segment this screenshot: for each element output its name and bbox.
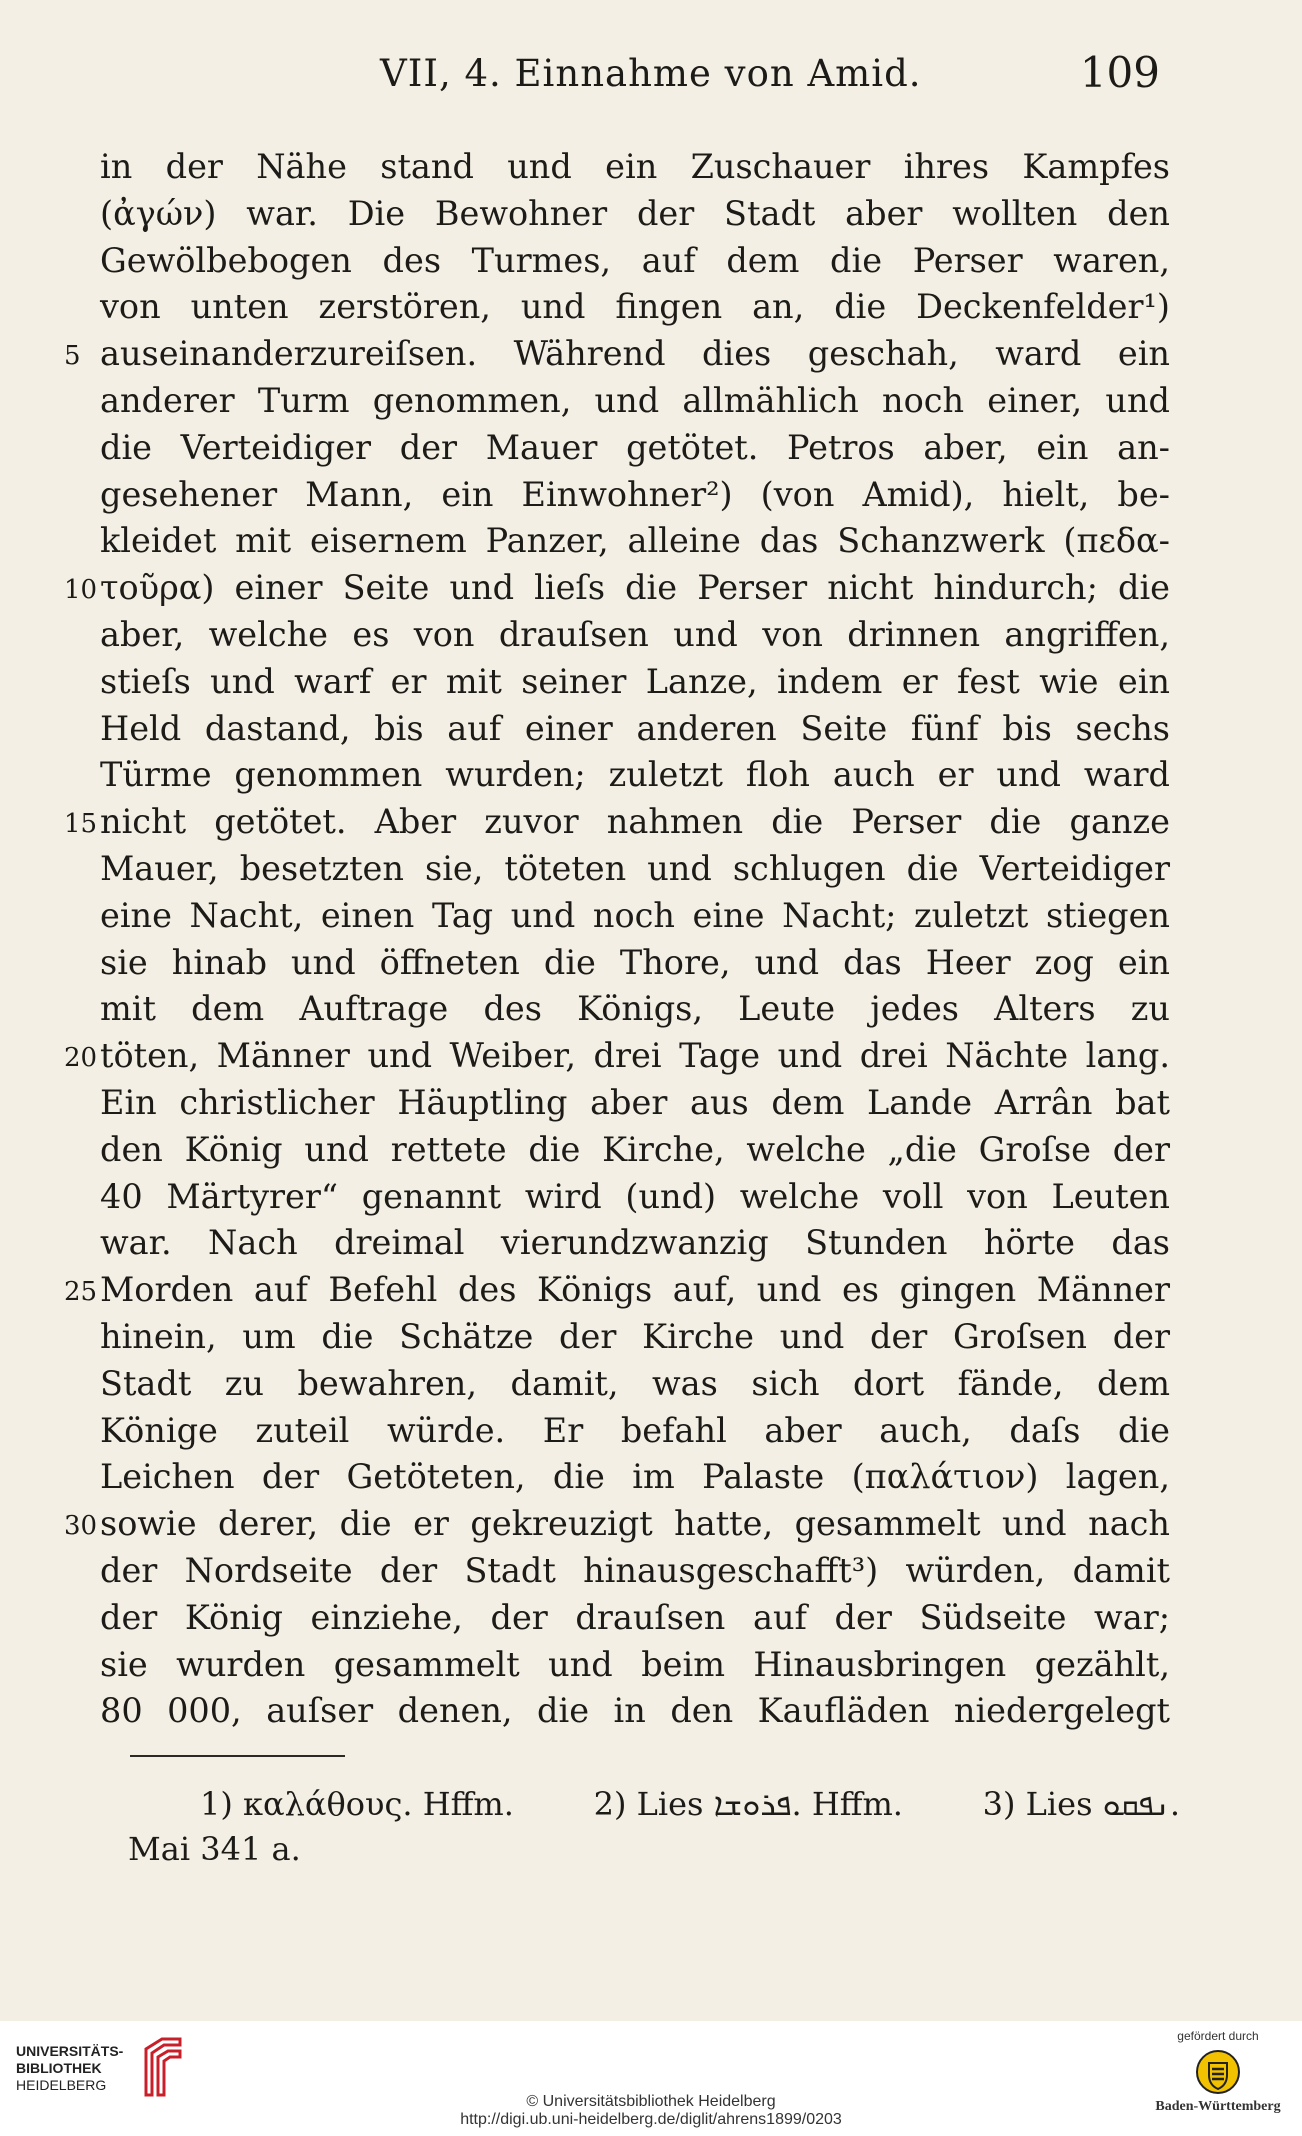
text-line: war. Nach dreimal vierundzwanzig Stunden hörte das [100, 1223, 1170, 1262]
footnote-3: 3) Lies ܢܦܩܘ. [982, 1785, 1180, 1823]
text-line: Stadt zu bewahren, damit, was sich dort fände, dem [100, 1364, 1170, 1403]
text-line: hinein, um die Schätze der Kirche und der Groſsen der [100, 1317, 1170, 1356]
library-name[interactable] [16, 2043, 123, 2094]
funded-by-label: gefördert durch [1177, 2029, 1259, 2043]
line-number: 5 [64, 341, 81, 371]
text-line: Türme genommen wurden; zuletzt floh auch er und ward [100, 755, 1170, 794]
funder-block [1148, 2029, 1288, 2115]
text-line: Morden auf Befehl des Königs auf, und es gingen Männer [100, 1270, 1170, 1309]
copyright-block [0, 2093, 1302, 2129]
text-line: die Verteidiger der Mauer getötet. Petros aber, ein an- [100, 428, 1170, 467]
text-line: τοῦρα) einer Seite und lieſs die Perser nicht hindurch; die [100, 568, 1170, 607]
text-line: 40 Märtyrer“ genannt wird (und) welche voll von Leuten [100, 1177, 1170, 1216]
footnotes-line-1 [200, 1785, 1180, 1824]
text-line: nicht getötet. Aber zuvor nahmen die Perser die ganze [100, 802, 1170, 841]
running-title: VII, 4. Einnahme von Amid. [380, 52, 922, 95]
footnote-1: 1) καλάθους. Hffm. [200, 1785, 514, 1823]
text-line: Könige zuteil würde. Er befahl aber auch, daſs die [100, 1411, 1170, 1450]
text-line: gesehener Mann, ein Einwohner²) (von Amid), hielt, be- [100, 475, 1170, 514]
text-line: (ἀγών) war. Die Bewohner der Stadt aber wollten den [100, 194, 1170, 233]
text-line: eine Nacht, einen Tag und noch eine Nacht; zuletzt stiegen [100, 896, 1170, 935]
library-name-line-2: BIBLIOTHEK [16, 2060, 102, 2076]
text-line: der König einziehe, der drauſsen auf der Südseite war; [100, 1598, 1170, 1637]
text-line: der Nordseite der Stadt hinausgeschafft³) würden, damit [100, 1551, 1170, 1590]
text-line: von unten zerstören, und fingen an, die Deckenfelder¹) [100, 287, 1170, 326]
library-name-line-1: UNIVERSITÄTS- [16, 2043, 124, 2059]
footnote-3-continuation: Mai 341 a. [128, 1830, 301, 1868]
text-line: Leichen der Getöteten, die im Palaste (παλάτιον) lagen, [100, 1457, 1170, 1496]
library-name-line-3: HEIDELBERG [16, 2077, 107, 2093]
funder-name: Baden-Württemberg [1155, 2099, 1281, 2114]
text-line: sowie derer, die er gekreuzigt hatte, gesammelt und nach [100, 1504, 1170, 1543]
text-line: sie wurden gesammelt und beim Hinausbringen gezählt, [100, 1645, 1170, 1684]
text-line: auseinanderzureiſsen. Während dies geschah, ward ein [100, 334, 1170, 373]
library-logo-icon [140, 2035, 186, 2101]
text-line: mit dem Auftrage des Königs, Leute jedes Alters zu [100, 989, 1170, 1028]
line-number: 30 [64, 1511, 98, 1541]
copyright-text: © Universitätsbibliothek Heidelberg [526, 2093, 776, 2110]
text-line: anderer Turm genommen, und allmählich noch einer, und [100, 381, 1170, 420]
line-number: 25 [64, 1277, 98, 1307]
line-number: 20 [64, 1043, 98, 1073]
text-line: kleidet mit eisernem Panzer, alleine das Schanzwerk (πεδα- [100, 521, 1170, 560]
text-line: Mauer, besetzten sie, töteten und schlugen die Verteidiger [100, 849, 1170, 888]
running-header [380, 48, 1160, 102]
text-line: stieſs und warf er mit seiner Lanze, indem er fest wie ein [100, 662, 1170, 701]
permalink[interactable]: http://digi.ub.uni-heidelberg.de/diglit/ahrens1899/0203 [460, 2111, 842, 2128]
digitization-footer [0, 2021, 1302, 2136]
footnote-2: 2) Lies ܦܪܘܫܐ. Hffm. [593, 1785, 903, 1823]
text-line: 80 000, auſser denen, die in den Kaufläden niedergelegt [100, 1691, 1170, 1730]
text-line: Ein christlicher Häuptling aber aus dem Lande Arrân bat [100, 1083, 1170, 1122]
footnote-rule [130, 1755, 345, 1757]
text-line: töten, Männer und Weiber, drei Tage und drei Nächte lang. [100, 1036, 1170, 1075]
text-line: in der Nähe stand und ein Zuschauer ihres Kampfes [100, 147, 1170, 186]
line-number: 10 [64, 575, 98, 605]
page-number: 109 [1079, 48, 1160, 97]
text-line: aber, welche es von drauſsen und von drinnen angriffen, [100, 615, 1170, 654]
line-number: 15 [64, 809, 98, 839]
coat-of-arms-icon [1195, 2049, 1241, 2095]
text-line: sie hinab und öffneten die Thore, und das Heer zog ein [100, 943, 1170, 982]
text-line: Held dastand, bis auf einer anderen Seite fünf bis sechs [100, 709, 1170, 748]
text-line: den König und rettete die Kirche, welche „die Groſse der [100, 1130, 1170, 1169]
text-line: Gewölbebogen des Turmes, auf dem die Perser waren, [100, 241, 1170, 280]
